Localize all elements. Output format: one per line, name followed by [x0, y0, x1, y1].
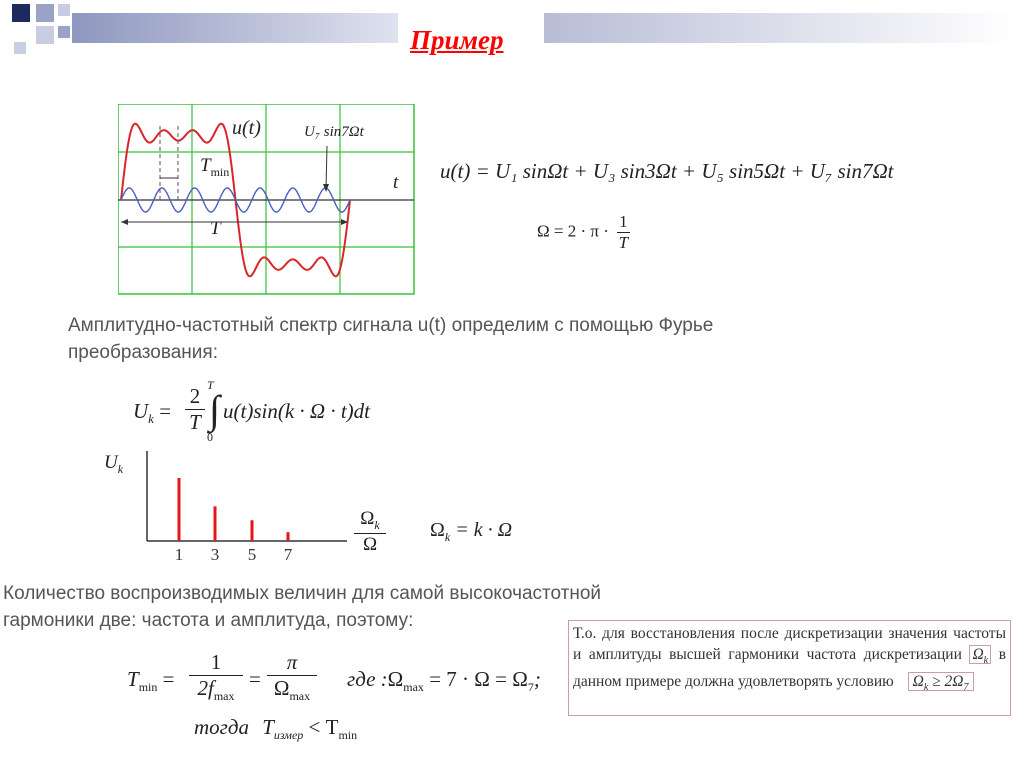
header-bar-right [544, 13, 1014, 43]
header-square-light [36, 26, 54, 44]
spectrum-ylabel: $U_k$ [104, 452, 124, 476]
tmin-formula: $T_{min}$ = 1 $2f_{max}$ = π $\Omega_{max}$ где $:\Omega_{max} = 7 \cdot \Omega = \Omega_7$; [127, 650, 541, 704]
label-period: T [210, 218, 221, 239]
spectrum-chart [100, 448, 360, 568]
count-text: Количество воспроизводимых величин для самой высокочастотной гармоники две: частота и амплитуда, поэтому: [3, 583, 602, 631]
spectrum-tick-label-1: 1 [174, 545, 184, 564]
spectrum-tick-label-7: 7 [283, 545, 293, 564]
spectrum-tick-label-3: 3 [210, 545, 220, 564]
signal-formula: u(t) = U₁ sinΩt + U₃ sin3Ωt + U₅ sin5Ωt + U₇ sin7Ωt [440, 159, 894, 183]
header-square-light [58, 26, 70, 38]
header-square-light [36, 4, 54, 22]
waveform-plot [118, 104, 418, 298]
header-bar-left [72, 13, 398, 43]
label-tmin: $T_{min}$ [200, 155, 230, 179]
note-condition: $\Omega_k \ge 2\Omega_7$ [908, 672, 974, 691]
conclusion-note: Т.о. для восстановления после дискретизации значения частоты и амплитуды высшей гармоники частота дискретизации $\Omega_k$ в данном примере должна удовлетворять условию $\Omega_k \ge 2\Omega_7$ [568, 620, 1011, 716]
omega-formula: Ω = 2 · π · $\frac{1}{T}$ [537, 212, 629, 252]
togda-formula: тогда $T_{измер} < T_{min}$ [194, 715, 358, 743]
label-time: t [393, 172, 399, 193]
spectrum-intro-text: Амплитудно-частотный спектр сигнала u(t) определим с помощью Фурье преобразования: [68, 315, 714, 363]
label-u7: U₇ sin7Ωt [304, 124, 364, 140]
omega-k-formula: $\Omega_k = k \cdot \Omega$ [430, 519, 513, 544]
label-u-t: u(t) [232, 117, 261, 139]
slide-title: Пример [410, 25, 504, 55]
spectrum-tick-label-5: 5 [247, 545, 257, 564]
header-square-dark [12, 4, 30, 22]
spectrum-xlabel: $\Omega_k$ Ω [354, 508, 386, 556]
header-square-light [14, 42, 26, 54]
note-omega-k: $\Omega_k$ [969, 645, 991, 664]
integral-sign: ∫ [209, 387, 220, 432]
header-square-light [58, 4, 70, 16]
